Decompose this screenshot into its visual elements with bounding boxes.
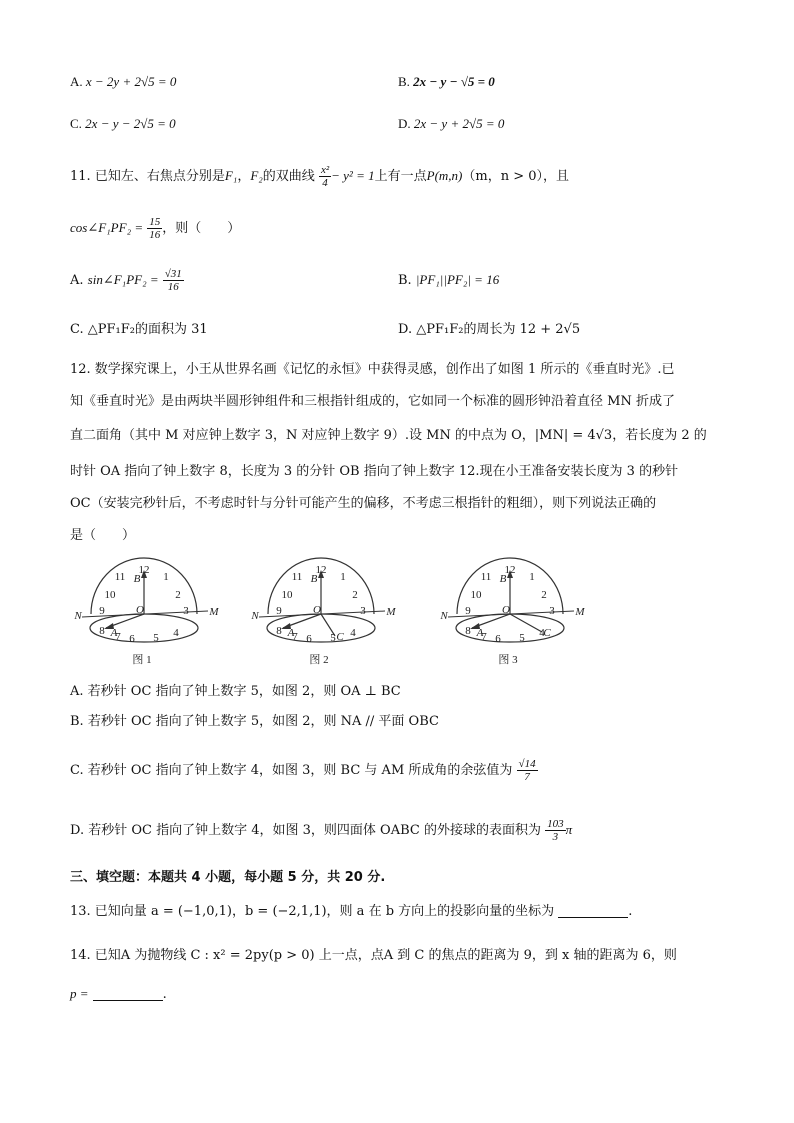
- fig1-digit-7: 7: [115, 631, 121, 643]
- q12-stem-line1: 12. 数学探究课上，小王从世界名画《记忆的永恒》中获得灵感，创作出了如图 1 所示的《垂直时光》.已: [70, 362, 675, 377]
- q12-stem-line3: 直二面角（其中 M 对应钟上数字 3，N 对应钟上数字 9）.设 MN 的中点为 O，|MN| = 4√3，若长度为 2 的: [70, 428, 707, 443]
- q13-answer-blank[interactable]: [558, 903, 628, 918]
- fig3-digit-4: 4: [539, 627, 545, 639]
- q11-d-letter: D.: [398, 322, 413, 337]
- q13-text: 13. 已知向量 a = (−1,0,1)，b = (−2,1,1)，则 a 在 b 方向上的投影向量的坐标为: [70, 904, 555, 919]
- fig1-digit-10: 10: [104, 589, 116, 601]
- fig1-label-b: B: [133, 573, 141, 585]
- q10-a-letter: A.: [70, 74, 83, 89]
- fig1-digit-4: 4: [173, 627, 179, 639]
- fig2-label-n: N: [251, 610, 259, 622]
- fig3-digit-2: 2: [541, 589, 547, 601]
- q14-stem-line1: 14. 已知A 为抛物线 C : x² = 2py(p > 0) 上一点，点A 到 C 的焦点的距离为 9，到 x 轴的距离为 6，则: [70, 948, 677, 963]
- q11-a-den: 16: [167, 281, 179, 293]
- q12-stem-line4: 时针 OA 指向了钟上数字 8，长度为 3 的分针 OB 指向了钟上数字 12.现在小王准备安装长度为 3 的秒针: [70, 464, 679, 479]
- fig1-digit-5: 5: [153, 632, 159, 644]
- q12-c-text: C. 若秒针 OC 指向了钟上数字 4，如图 3，则 BC 与 AM 所成角的余弦值为: [70, 763, 513, 778]
- fig1-label-a: A: [110, 627, 118, 639]
- q11-text-c: 上有一点: [374, 169, 427, 184]
- q12-d-tail: π: [565, 822, 573, 837]
- q10-d-expr: 2x − y + 2√5 = 0: [413, 116, 505, 131]
- fig3-digit-1: 1: [529, 571, 535, 583]
- fig2-digit-9: 9: [276, 605, 282, 617]
- q12-stem-line6: 是（ ）: [70, 528, 136, 543]
- section3-title: 三、填空题：本题共 4 小题，每小题 5 分，共 20 分.: [70, 870, 386, 885]
- fig1-digit-11: 11: [114, 571, 126, 583]
- fig1-digit-9: 9: [99, 605, 105, 617]
- fig2-label-o: O: [313, 604, 321, 616]
- fig1-digit-12: 12: [138, 564, 150, 576]
- fig2-label-a: A: [287, 627, 295, 639]
- q12-d-den: 3: [552, 831, 559, 843]
- q14-stem-line2: [70, 984, 167, 1005]
- q11-a-fraction: [163, 268, 184, 293]
- q11-option-d: [398, 320, 580, 340]
- q11-eq-num: x²: [320, 164, 330, 176]
- q11-option-c: [70, 320, 208, 340]
- q11-a-expr: sin∠F₁PF₂ =: [87, 272, 159, 287]
- fig3-digit-12: 12: [504, 564, 516, 576]
- fig1-digit-2: 2: [175, 589, 181, 601]
- q11-d-expr: △PF₁F₂的周长为 12 + 2√5: [416, 322, 581, 337]
- q12-d-text: D. 若秒针 OC 指向了钟上数字 4，如图 3，则四面体 OABC 的外接球的表面积为: [70, 823, 541, 838]
- q11-cos-fraction: [147, 216, 162, 241]
- fig2-label-b: B: [310, 573, 318, 585]
- fig2-digit-3: 3: [360, 605, 366, 617]
- fig1-digit-8: 8: [99, 625, 105, 637]
- q14-answer-blank[interactable]: [93, 986, 163, 1001]
- fig3-digit-11: 11: [480, 571, 492, 583]
- q11-option-a: [70, 268, 184, 293]
- fig3-label-m: M: [575, 606, 585, 618]
- fig3-label-c: C: [543, 627, 551, 639]
- q11-eq-fraction: [319, 164, 331, 189]
- q14-p-label: p =: [70, 986, 89, 1001]
- fig3-digit-6: 6: [495, 633, 501, 645]
- fig1-label-m: M: [209, 606, 219, 618]
- q11-option-b: [398, 270, 499, 291]
- fig2-digit-7: 7: [292, 631, 298, 643]
- q11-text-a: 已知左、右焦点分别是: [94, 169, 225, 184]
- q11-a-letter: A.: [70, 273, 84, 288]
- fig2-digit-10: 10: [281, 589, 293, 601]
- q11-c-letter: C.: [70, 322, 84, 337]
- fig3-label-o: O: [502, 604, 510, 616]
- fig2-digit-11: 11: [291, 571, 303, 583]
- fig2-digit-1: 1: [340, 571, 346, 583]
- q12-figures: [0, 556, 794, 676]
- fig2-digit-8: 8: [276, 625, 282, 637]
- q14-tail: .: [162, 987, 167, 1002]
- q11-cos-num: 15: [149, 216, 161, 228]
- q11-a-num: √31: [164, 268, 182, 280]
- q10-c-letter: C.: [70, 116, 82, 131]
- fig2-digit-12: 12: [315, 564, 327, 576]
- q12-d-num: 103: [547, 818, 564, 830]
- q10-option-b: [398, 72, 495, 92]
- q12-c-fraction: [517, 758, 538, 783]
- q11-f1: F₁: [224, 168, 238, 183]
- q11-tail: ，则（ ）: [162, 221, 241, 236]
- q10-option-a: [70, 72, 176, 92]
- q12-option-c: [70, 758, 538, 783]
- q12-option-b: B. 若秒针 OC 指向了钟上数字 5，如图 2，则 NA // 平面 OBC: [70, 714, 439, 729]
- fig2-digit-4: 4: [350, 627, 356, 639]
- fig1-caption: 图 1: [132, 654, 152, 666]
- q11-f2: F₂: [250, 168, 263, 183]
- q12-option-d: [70, 818, 572, 843]
- q12-d-fraction: [545, 818, 566, 843]
- fig1-digit-6: 6: [129, 633, 135, 645]
- q12-stem-line5: OC（安装完秒针后，不考虑时针与分针可能产生的偏移，不考虑三根指针的粗细），则下列说法正确的: [70, 496, 657, 511]
- fig2-digit-6: 6: [306, 633, 312, 645]
- q11-c-expr: △PF₁F₂的面积为 31: [87, 322, 208, 337]
- fig2-digit-2: 2: [352, 589, 358, 601]
- q11-point: P(m,n): [426, 168, 463, 183]
- q11-cos-expr: cos∠F₁PF₂ =: [70, 220, 144, 235]
- fig1-label-o: O: [136, 604, 144, 616]
- fig2-caption: 图 2: [309, 654, 329, 666]
- fig3-label-a: A: [476, 627, 484, 639]
- q11-cond: （m，n > 0），且: [462, 169, 570, 184]
- q11-number: 11.: [70, 169, 91, 184]
- q13-stem: [70, 902, 632, 922]
- fig3-digit-3: 3: [549, 605, 555, 617]
- fig1-digit-3: 3: [183, 605, 189, 617]
- fig1-digit-1: 1: [163, 571, 169, 583]
- q10-b-expr: 2x − y − √5 = 0: [413, 74, 495, 89]
- q11-cos-den: 16: [149, 229, 161, 241]
- q10-d-letter: D.: [398, 116, 411, 131]
- fig3-digit-7: 7: [481, 631, 487, 643]
- fig3-digit-9: 9: [465, 605, 471, 617]
- q11-eq-den: 4: [322, 177, 328, 189]
- fig3-digit-10: 10: [470, 589, 482, 601]
- fig3-label-b: B: [499, 573, 507, 585]
- q10-c-expr: 2x − y − 2√5 = 0: [85, 116, 176, 131]
- fig2-label-m: M: [386, 606, 396, 618]
- q13-tail: .: [628, 904, 633, 919]
- q11-eq-rest: − y² = 1: [331, 168, 375, 183]
- fig3-hand-oc: [510, 614, 542, 632]
- q12-c-num: √14: [518, 758, 536, 770]
- fig3-digit-5: 5: [519, 632, 525, 644]
- q12-option-a: A. 若秒针 OC 指向了钟上数字 5，如图 2，则 OA ⊥ BC: [70, 684, 401, 699]
- fig3-caption: 图 3: [498, 654, 518, 666]
- q11-comma: ，: [237, 169, 251, 184]
- fig2-label-c: C: [336, 631, 344, 643]
- q10-a-expr: x − 2y + 2√5 = 0: [85, 74, 177, 89]
- fig2-digit-5: 5: [330, 632, 336, 644]
- q11-stem-line1: [70, 164, 569, 189]
- q11-b-letter: B.: [398, 273, 412, 288]
- fig1-label-n: N: [74, 610, 82, 622]
- q10-b-letter: B.: [398, 74, 410, 89]
- q10-option-c: [70, 114, 176, 134]
- q11-stem-line2: [70, 216, 240, 241]
- q11-b-expr: |PF₁||PF₂| = 16: [415, 272, 500, 287]
- fig3-label-n: N: [440, 610, 448, 622]
- q12-stem-line2: 知《垂直时光》是由两块半圆形钟组件和三根指针组成的，它如同一个标准的圆形钟沿着直径 MN 折成了: [70, 394, 675, 409]
- fig3-digit-8: 8: [465, 625, 471, 637]
- q10-option-d: [398, 114, 504, 134]
- q11-text-b: 的双曲线: [262, 169, 315, 184]
- q12-c-den: 7: [524, 771, 530, 783]
